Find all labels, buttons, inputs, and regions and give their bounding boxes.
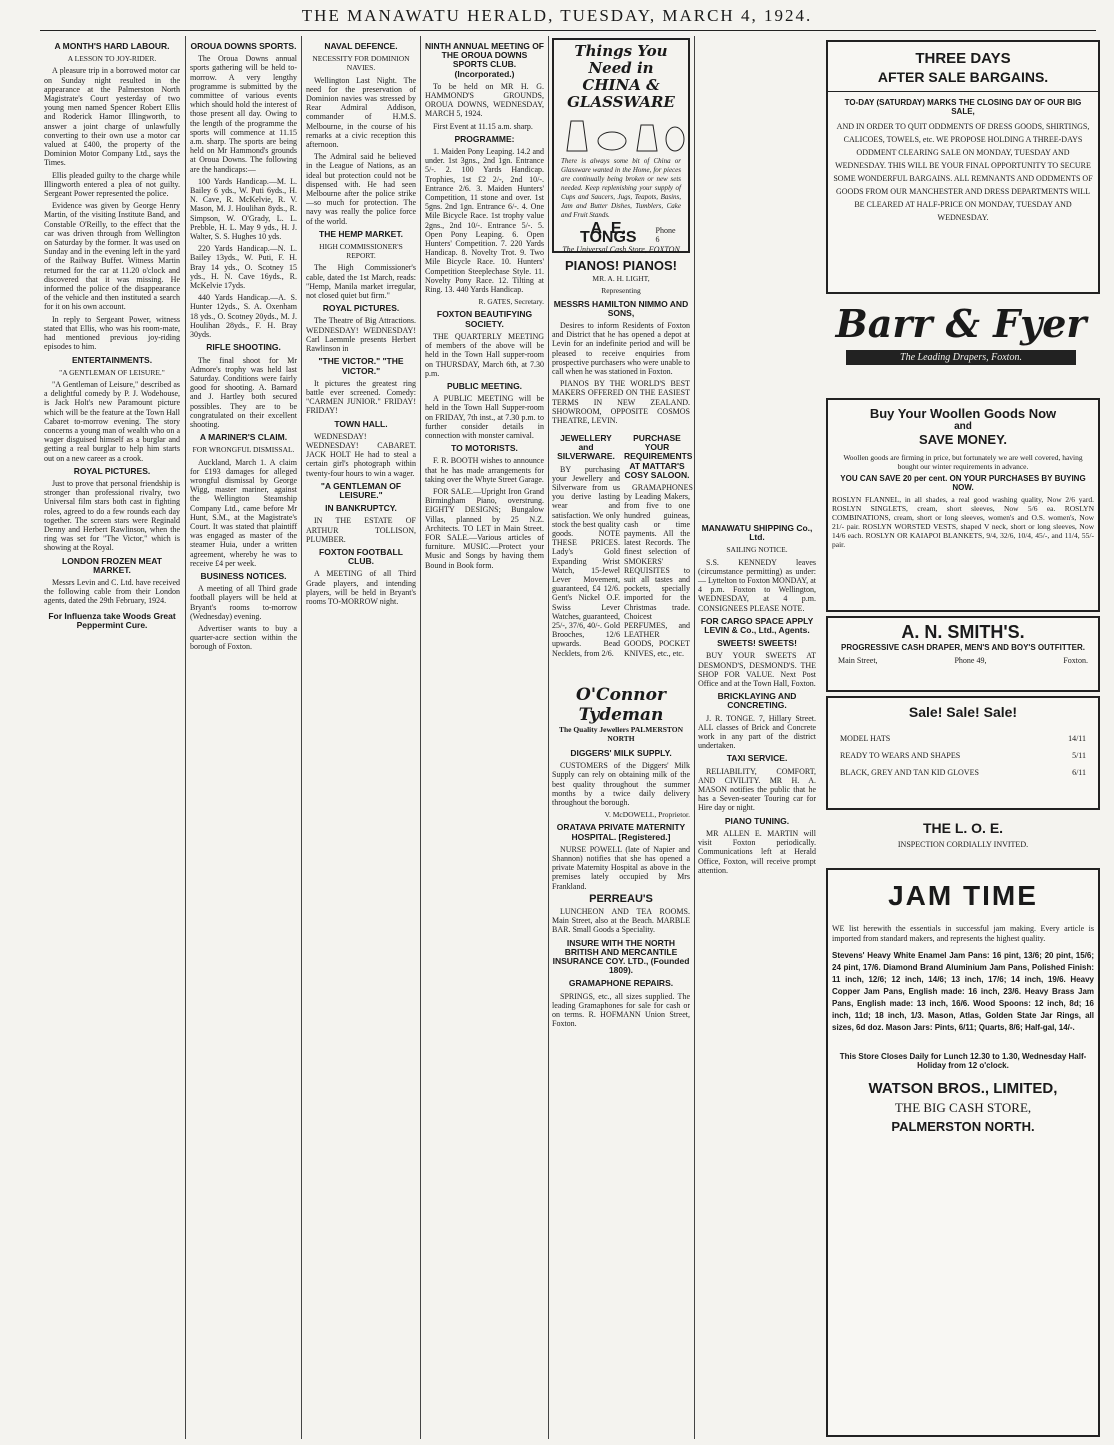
oratava-headline: ORATAVA PRIVATE MATERNITY HOSPITAL. [Registered.] <box>556 822 686 842</box>
loe-subtitle: INSPECTION CORDIALLY INVITED. <box>897 840 1029 849</box>
pianos-headline: PIANOS! PIANOS! <box>565 258 677 273</box>
article-paragraph: To be held on MR H. G. HAMMOND'S GROUNDS, OROUA DOWNS, WEDNESDAY, MARCH 5, 1924. <box>425 81 544 119</box>
article-paragraph: Just to prove that personal friendship is stronger than professional rivalry, two Universal film stars both cast in fighting roles, agreed to do a few rounds each day together. The screen stars were Reginald Denny and Herbert Rawlinson, when the ring was set for "The Victor," which is showing at the Royal. <box>44 478 180 553</box>
sale-item-label: MODEL HATS <box>840 734 891 743</box>
column-5-lower <box>552 745 690 1435</box>
headline-business: BUSINESS NOTICES. <box>200 570 287 581</box>
article-paragraph: THE QUARTERLY MEETING of members of the above will be held in the Town Hall supper-room on THURSDAY, March 6th, at 7.30 p.m. <box>425 331 544 378</box>
mattar-headline: PURCHASE YOUR REQUIREMENTS AT MATTAR'S COSY SALOON. <box>624 433 693 480</box>
jewellery-text: BY purchasing your Jewellery and Silverware from us you derive lasting wear and satisfaction. We only stock the best quality goods. NOTE THESE PRICES. Lady's Gold Expanding Wrist Watch, 15-Jewel Lever Movement, guaranteed, £4 12/6. Gent's Nickel O.F. Swiss Lever Watches, guaranteed, 25/-, 37/6, 40/-. Gold Brooches, 12/6 upwards. Bead Necklets, from 2/6. <box>552 464 620 658</box>
headline-hemp: THE HEMP MARKET. <box>319 228 403 239</box>
watson-store: THE BIG CASH STORE, <box>894 1100 1032 1115</box>
subhead-commissioner: HIGH COMMISSIONER'S REPORT. <box>319 242 403 261</box>
headline-motorists: TO MOTORISTS. <box>451 443 518 454</box>
article-paragraph: Advertiser wants to buy a quarter-acre section within the borough of Foxton. <box>190 623 297 652</box>
headline-hard-labour: A MONTH'S HARD LABOUR. <box>54 41 170 51</box>
article-paragraph: A MEETING of all Third Grade players, and intending players, will be held in Bryant's rooms TO-MORROW night. <box>306 569 416 606</box>
article-paragraph: Messrs Levin and C. Ltd. have received the following cable from their London agents, dated the 29th February, 1924. <box>44 577 180 606</box>
shipping-headline: MANAWATU SHIPPING Co., Ltd. <box>701 523 813 543</box>
article-paragraph: Wellington Last Night. The need for the preservation of Dominion navies was stressed by Rear Admiral Addison, commander of H.M.S. Melbourne, in the course of his remarks at a civic reception this afternoon. <box>306 75 416 150</box>
article-paragraph: 220 Yards Handicap.—N. L. Bailey 13yds., W. Puti, F. H. Bray 14 yds., O. Scotney 15 yds., H. N. Cave 16yds., R. McKelvie 17yds. <box>190 244 297 291</box>
article-paragraph: In reply to Sergeant Power, witness stated that Ellis, who was his room-mate, had mentioned previous joy-riding episodes to him. <box>44 314 180 352</box>
diggers-text: CUSTOMERS of the Diggers' Milk Supply can rely on obtaining milk of the best quality throughout the summer months by a twice daily delivery throughout the borough. <box>552 761 690 808</box>
column-rule <box>420 36 421 1439</box>
column-rule <box>301 36 302 1439</box>
article-paragraph: A PUBLIC MEETING will be held in the Town Hall Supper-room on FRIDAY, 7th inst., at 7.30 p.m. to further consider details in connection with monster carnival. <box>425 394 544 440</box>
masthead-rule <box>40 30 1096 31</box>
headline-entertainments: ENTERTAINMENTS. <box>71 354 153 365</box>
column-1 <box>44 38 180 1438</box>
jam-time-title: JAM TIME <box>888 880 1038 911</box>
china-ad <box>552 38 690 253</box>
woollen-title-3: SAVE MONEY. <box>919 432 1007 447</box>
smith-subtitle: PROGRESSIVE CASH DRAPER, MEN'S AND BOY'S OUTFITTER. <box>841 643 1085 652</box>
sale-item-price: 14/11 <box>1068 734 1086 743</box>
sale-list <box>828 730 1098 781</box>
subhead-gentleman: "A GENTLEMAN OF LEISURE." <box>59 367 165 377</box>
three-days-ad <box>826 40 1100 294</box>
sale-item <box>828 730 1098 747</box>
footer-ad-influenza: For Influenza take Woods Great Peppermint Cure. <box>48 610 176 630</box>
article-paragraph: The final shoot for Mr Admore's trophy was held last Saturday. Conditions were fairly good for shooting. A. Barnard and J. Hartley both secured possibles. They are to be congratulated on their excellent shooting. <box>190 355 297 429</box>
classified-ads: FOR SALE.—Upright Iron Grand Birmingham Piano, overstrung. EIGHTY DESIGNS; Bungalow Villas, planned by 25 N.Z. Architects. TO LET in Main Street. FOR SALE.—Various articles of furniture. MUSIC.—Protect your Music and Songs by having them Bound in Book form. <box>425 486 544 570</box>
piano-firm: MESSRS HAMILTON NIMMO AND SONS, <box>553 298 689 318</box>
glassware-illustration <box>557 111 687 155</box>
headline-rifle: RIFLE SHOOTING. <box>206 342 281 353</box>
signature-secretary: R. GATES, Secretary. <box>478 297 544 307</box>
barr-fyer-ad <box>826 298 1096 388</box>
feature-gentleman: "A GENTLEMAN OF LEISURE." <box>320 480 402 500</box>
bricklaying-headline: BRICKLAYING AND CONCRETING. <box>717 691 797 711</box>
article-paragraph: PIANOS BY THE WORLD'S BEST MAKERS OFFERED ON THE EASIEST TERMS IN NEW ZEALAND. SHOWROOM, OPPOSITE COSMOS THEATRE, LEVIN. <box>552 379 690 426</box>
article-paragraph: IN THE ESTATE OF ARTHUR TOLLISON, PLUMBER. <box>306 516 416 544</box>
tongs-subtitle: The Universal Cash Store, FOXTON <box>562 244 680 254</box>
feature-the-victor: "THE VICTOR." "THE VICTOR." <box>318 356 404 376</box>
article-paragraph: The Admiral said he believed in the League of Nations, as an ideal but protection could not be dispensed with. He had seen Melbourne after the police strike—so much for protection. The navy was really the police force of the world. <box>306 152 416 226</box>
subhead-dismissal: FOR WRONGFUL DISMISSAL. <box>192 445 295 455</box>
oconnor-logo: O'Connor Tydeman <box>576 685 666 725</box>
loe-title: THE L. O. E. <box>922 820 1004 836</box>
column-rule <box>548 36 549 1439</box>
jam-time-ad <box>826 868 1100 1437</box>
bricklaying-text: J. R. TONGE. 7, Hillary Street. ALL classes of Brick and Concrete work in any part of the district undertaken. <box>698 713 816 751</box>
barr-fyer-tagline: The Leading Drapers, Foxton. <box>846 350 1076 365</box>
article-paragraph: First Event at 11.15 a.m. sharp. <box>433 121 533 131</box>
masthead-title: THE MANAWATU HERALD, TUESDAY, MARCH 4, 1924. <box>301 6 813 25</box>
smith-address: Main Street, <box>838 656 878 665</box>
smith-title: A. N. SMITH'S. <box>901 622 1025 642</box>
taxi-text: RELIABILITY, COMFORT, AND CIVILITY. MR H. A. MASON notifies the public that he has a Seven-seater Touring car for Hire day or night. <box>698 766 816 813</box>
headline-football: FOXTON FOOTBALL CLUB. <box>319 546 403 567</box>
headline-public-meeting: PUBLIC MEETING. <box>446 380 523 391</box>
headline-oroua-sports: OROUA DOWNS SPORTS. <box>190 41 297 51</box>
jewellery-ad <box>552 430 620 680</box>
watson-name: WATSON BROS., LIMITED, <box>868 1080 1058 1097</box>
column-rule <box>185 36 186 1439</box>
oratava-text: NURSE POWELL (late of Napier and Shannon) notifies that she has opened a private Maternity Hospital as above in the premises lately occupied by Mrs Frankland. <box>552 844 690 891</box>
jewellery-headline: JEWELLERY and SILVERWARE. <box>557 433 615 462</box>
sale-item <box>828 747 1098 764</box>
article-paragraph: Auckland, March 1. A claim for £193 damages for alleged wrongful dismissal by George Wigg, master mariner, against the Wellington Steamship Company Ltd., came before Mr Hunt, S.M., at the Magistrate's Court. It was stated that plaintiff was engaged as master of the steamer Huia, under a written agreement, whereby he was to receive £4 per week. <box>190 457 297 568</box>
headline-mariner: A MARINER'S CLAIM. <box>199 432 288 443</box>
article-paragraph: Evidence was given by George Henry Martin, of the visiting Institute Band, and Constable O'Reilly, to the effect that the car was driven through from Wellington on Saturday by the former. It was used on Sunday and in the evening left in the yard of the Railway Buffet. Witness Martin returned for the car at 11.20 o'clock and discovered that it was missing. He informed the police of the disappearance of the vehicle and then instituted a search for it on his own account. <box>44 201 180 312</box>
piano-representing: Representing <box>601 286 641 296</box>
mattar-ad <box>624 430 693 680</box>
headline-naval: NAVAL DEFENCE. <box>324 41 398 51</box>
taxi-headline: TAXI SERVICE. <box>726 753 788 764</box>
headline-royal-pictures-ad: ROYAL PICTURES. <box>322 303 400 314</box>
headline-annual-meeting: NINTH ANNUAL MEETING OF THE OROUA DOWNS SPORTS CLUB. (Incorporated.) <box>425 41 544 79</box>
insurance-ad: INSURE WITH THE NORTH BRITISH AND MERCANTILE INSURANCE COY. LTD., (Founded 1809). <box>552 937 690 976</box>
china-ad-title: Things You Need in CHINA & GLASSWARE <box>567 42 675 111</box>
headline-beautifying: FOXTON BEAUTIFYING SOCIETY. <box>436 309 533 329</box>
mattar-text: GRAMAPHONES by Leading Makers, from five to one hundred guineas, cash or time payments. All the latest Records. The finest selection of SMOKERS' REQUISITES to suit all tastes and pockets, specially imported for the Christmas trade. Choicest PERFUMES, and LEATHER GOODS, POCKET KNIVES, etc., etc. <box>624 483 693 658</box>
jam-hours: This Store Closes Daily for Lunch 12.30 to 1.30, Wednesday Half-Holiday from 12 o'clock. <box>839 1052 1087 1070</box>
article-paragraph: The Oroua Downs annual sports gathering will be held to-morrow. A very lengthy programme is submitted by the committee of various events which should hold the interest of those present all day. Owing to the length of the programme the sports will commence at 11.15 a.m. sharp. The sports are being held on Mr Hammond's grounds at Oroua Downs. The following are the handicaps:— <box>190 54 297 174</box>
jam-intro: WE list herewith the essentials in successful jam making. Every article is imported from standard makers, and represents the highest quality. <box>832 924 1094 943</box>
article-paragraph: The Theatre of Big Attractions. WEDNESDAY! WEDNESDAY! Carl Laemmle presents Herbert Rawlinson in <box>306 316 416 354</box>
article-paragraph: A pleasure trip in a borrowed motor car on Sunday night resulted in the appearance at the Palmerston North Magistrate's Court yesterday of two young men named Spencer Robert Ellis and Roderick Hamor Illingworth, to answer a joint charge of unlawfully converting to their own use a motor car valued at £400, the property of the Dominion Motor Company Ltd., says the Times. <box>44 66 180 168</box>
article-paragraph: F. R. BOOTH wishes to announce that he has made arrangements for taking over the Whyte Street Garage. <box>425 456 544 484</box>
oconnor-ad <box>552 685 690 744</box>
sale-item-label: READY TO WEARS AND SHAPES <box>840 751 961 760</box>
tongs-name: A. E. TONGS <box>579 220 637 247</box>
sweets-headline: SWEETS! SWEETS! <box>717 638 797 649</box>
loe-ad <box>826 812 1100 862</box>
jam-price-list: Stevens' Heavy White Enamel Jam Pans: 16 pint, 13/6; 20 pint, 15/6; 24 pint, 17/6. Diamond Brand Aluminium Jam Pans, Polished Finish: 11 inch, 12/6; 12 inch, 14/6; 13 inch, 17/6; 14 inch, 19/6. Heavy Copper Jam Pans, English made: 16 inch, 23/6. Heavy Brass Jam Pans, English made: 13 inch, 16/6. Wood Spoons: 12 inch, 8d; 16 inch, 11d; 18 inch, 1/3. Mason, Atlas, Golden State Jar Rings, all sizes, 6d doz. Mason Jars: Pints, 6/11; Quarts, 8/6; Half-gal, 14/-. <box>832 951 1094 1032</box>
article-paragraph: The High Commissioner's cable, dated the 1st March, reads: "Hemp, Manila market irregular, not closed quiet but firm." <box>306 263 416 301</box>
column-rule <box>694 36 695 1439</box>
tuning-text: MR ALLEN E. MARTIN will visit Foxton periodically. Communications left at Herald Office, Foxton, will receive prompt attention. <box>698 828 816 875</box>
article-paragraph: Ellis pleaded guilty to the charge while Illingworth entered a plea of not guilty. Sergeant Power represented the police. <box>44 170 180 199</box>
sale-item-label: BLACK, GREY AND TAN KID GLOVES <box>840 768 979 777</box>
sweets-text: BUY YOUR SWEETS AT DESMOND'S, DESMOND'S. THE SHOP FOR VALUE. Next Post Office and at the Town Hall, Foxton. <box>698 651 816 689</box>
three-days-text: AND IN ORDER TO QUIT ODDMENTS OF DRESS GOODS, SHIRTINGS, CALICOES, TOWELS, etc. WE PROPOSE HOLDING A THREE-DAYS ODDMENT CLEARING SALE ON MONDAY, TUESDAY AND WEDNESDAY. THIS WILL BE YOUR FINAL OPPORTUNITY TO SECURE SOME WONDERFUL BARGAINS. ALL REMNANTS AND ODDMENTS OF GOODS FROM OUR MANCHESTER AND DRESS DEPARTMENTS WILL BE CLEARED AT HALF-PRICE ON MONDAY, TUESDAY AND WEDNESDAY. <box>833 122 1093 222</box>
diggers-headline: DIGGERS' MILK SUPPLY. <box>570 748 672 758</box>
sale-item <box>828 764 1098 781</box>
perreau-headline: PERREAU'S <box>589 892 653 905</box>
woollen-goods-ad <box>826 398 1100 612</box>
sale-title: Sale! Sale! Sale! <box>908 704 1018 720</box>
sale-ad <box>826 696 1100 810</box>
woollen-intro: Woollen goods are firming in price, but fortunately we are well covered, having bought our winter requirements in advance. <box>843 453 1083 471</box>
watson-town: PALMERSTON NORTH. <box>891 1119 1035 1134</box>
gramaphone-text: SPRINGS, etc., all sizes supplied. The leading Gramaphones for sale for cash or on terms. R. HOFMANN Union Street, Foxton. <box>552 991 690 1029</box>
diggers-signature: V. McDOWELL, Proprietor. <box>604 810 690 820</box>
smith-phone: Phone 49, <box>954 656 987 665</box>
headline-town-hall: TOWN HALL. <box>334 418 388 429</box>
three-days-title-2: AFTER SALE BARGAINS. <box>828 69 1098 92</box>
subhead-navies: NECESSITY FOR DOMINION NAVIES. <box>312 54 410 73</box>
woollen-save: YOU CAN SAVE 20 per cent. ON YOUR PURCHASES BY BUYING NOW. <box>840 474 1086 492</box>
sale-item-price: 5/11 <box>1072 751 1086 760</box>
subhead-joy-rider: A LESSON TO JOY-RIDER. <box>67 54 157 64</box>
article-paragraph: "A Gentleman of Leisure," described as a delightful comedy by P. J. Wodehouse, is Jack Holt's new Paramount picture which will be the feature at the Town Hall Cabaret to-morrow evening. The story concerns a young man of wealth who on a wager disguised himself as a burglar and getting a real burglar to help him starts out on a new career as a crook. <box>44 379 180 463</box>
woollen-title-2: and <box>954 421 972 432</box>
woollen-list: ROSLYN FLANNEL, in all shades, a real good washing quality, Now 2/6 yard. ROSLYN SINGLETS, cream, short sleeves, Now 5/6 ea. ROSLYN COMBINATIONS, cream, short or long sleeves, women's and O.S. women's, Now 21/- pair. ROSLYN WORSTED VESTS, shaped V neck, short or long sleeves, Now 14/6 each. ROSLYN OR KAIAPOI BLANKETS, 9/4, 32/6, 10/4, 45/-, and 11/4, 55/- pair. <box>832 495 1094 549</box>
tuning-headline: PIANO TUNING. <box>724 815 790 826</box>
column-4 <box>425 38 544 1438</box>
gramaphone-headline: GRAMAPHONE REPAIRS. <box>568 978 674 989</box>
column-2 <box>190 38 297 1438</box>
sailing-notice: SAILING NOTICE. <box>726 545 788 555</box>
column-6 <box>698 520 816 1440</box>
cargo-headline: FOR CARGO SPACE APPLY LEVIN & Co., Ltd., Agents. <box>700 615 814 636</box>
article-paragraph: A meeting of all Third grade football players will be held at Bryant's rooms to-morrow (Wednesday) evening. <box>190 584 297 621</box>
headline-programme: PROGRAMME: <box>454 133 515 144</box>
article-paragraph: Desires to inform Residents of Foxton and District that he has opened a depot at Levin for an indefinite period and will be pleased to receive enquiries from prospective purchasers who were unable to call when he was stationed in Foxton. <box>552 321 690 377</box>
china-ad-text: There is always some bit of China or Glassware wanted in the Home, for pieces are continually being broken or new sets needed. Keep replenishing your supply of Cups and Saucers, Jugs, Teapots, Basins, Jam and Butter Dishes, Tumblers, Cake and Fruit Stands. <box>561 157 681 220</box>
sailing-text: S.S. KENNEDY leaves (circumstance permitting) as under:— Lyttelton to Foxton MONDAY, at 4 p.m. Foxton to Wellington, WEDNESDAY, at 4 p.m. CONSIGNEES PLEASE NOTE. <box>698 557 816 613</box>
tongs-phone: Phone 6 <box>655 226 676 245</box>
headline-meat-market: LONDON FROZEN MEAT MARKET. <box>62 555 162 575</box>
article-paragraph: 1. Maiden Pony Leaping. 14.2 and under. 1st 3gns., 2nd 1gn. Entrance 5/-. 2. 100 Yards Handicap. Trophies, 1st £2 2/-, 2nd 10/-. Entrance 2/6. 3. Maiden Hunters' Competition, 11 stone and over. 1st 5gns. 2nd 1gn. Entrance 6/-. 4. One Mile Bicycle Race. 1st trophy value 2gns., 2nd 10/-. Entrance 5/-. 5. Open Pony Leaping. 6. Open Hunters' Competition. 7. 220 Yards Handicap. 8. Novelty Trot. 9. Two Mile Bicycle Race. 10. Hunters' Competition Steeplechase Style. 11. Novelty Pony Race. 12. Tilting at Ring. 13. 440 Yards Handicap. <box>425 147 544 295</box>
smith-ad <box>826 616 1100 692</box>
headline-bankruptcy: IN BANKRUPTCY. <box>325 503 397 514</box>
sale-item-price: 6/11 <box>1072 768 1086 777</box>
article-paragraph: It pictures the greatest ring battle ever screened. Comedy: "CARMEN JUNIOR." FRIDAY! FRIDAY! <box>306 378 416 416</box>
oconnor-subtitle: The Quality Jewellers PALMERSTON NORTH <box>558 725 684 744</box>
perreau-text: LUNCHEON AND TEA ROOMS. Main Street, also at the Beach. MARBLE BAR. Small Goods a Speciality. <box>552 907 690 935</box>
article-paragraph: 440 Yards Handicap.—A. S. Hunter 12yds., S. A. Oxenham 18 yds., O. Scotney 20yds., M. J. Houlihan 28yds., F. H. Bray 30yds. <box>190 293 297 340</box>
article-paragraph: 100 Yards Handicap.—M. L. Bailey 6 yds., W. Puti 6yds., H. N. Cave, R. McKelvie, R. V. Mason, M. J. Houlihan 8yds., R. Simpson, W. O'Grady, L. L. Prebble, H. L. May 9 yds., H. J. Walter, S. S. Hughes 10 yds. <box>190 176 297 242</box>
three-days-lead: TO-DAY (SATURDAY) MARKS THE CLOSING DAY OF OUR BIG SALE, <box>844 98 1082 116</box>
woollen-title-1: Buy Your Woollen Goods Now <box>869 406 1057 421</box>
article-paragraph: WEDNESDAY! WEDNESDAY! CABARET. JACK HOLT He had to steal a certain girl's photograph within twenty-four hours to win a wager. <box>306 431 416 478</box>
smith-town: Foxton. <box>1063 656 1088 665</box>
column-3 <box>306 38 416 1438</box>
three-days-title-1: THREE DAYS <box>915 50 1011 67</box>
headline-royal-pictures: ROYAL PICTURES. <box>73 465 151 476</box>
barr-fyer-logo: Barr & Fyer <box>835 301 1087 346</box>
piano-agent: MR. A. H. LIGHT, <box>592 274 650 284</box>
